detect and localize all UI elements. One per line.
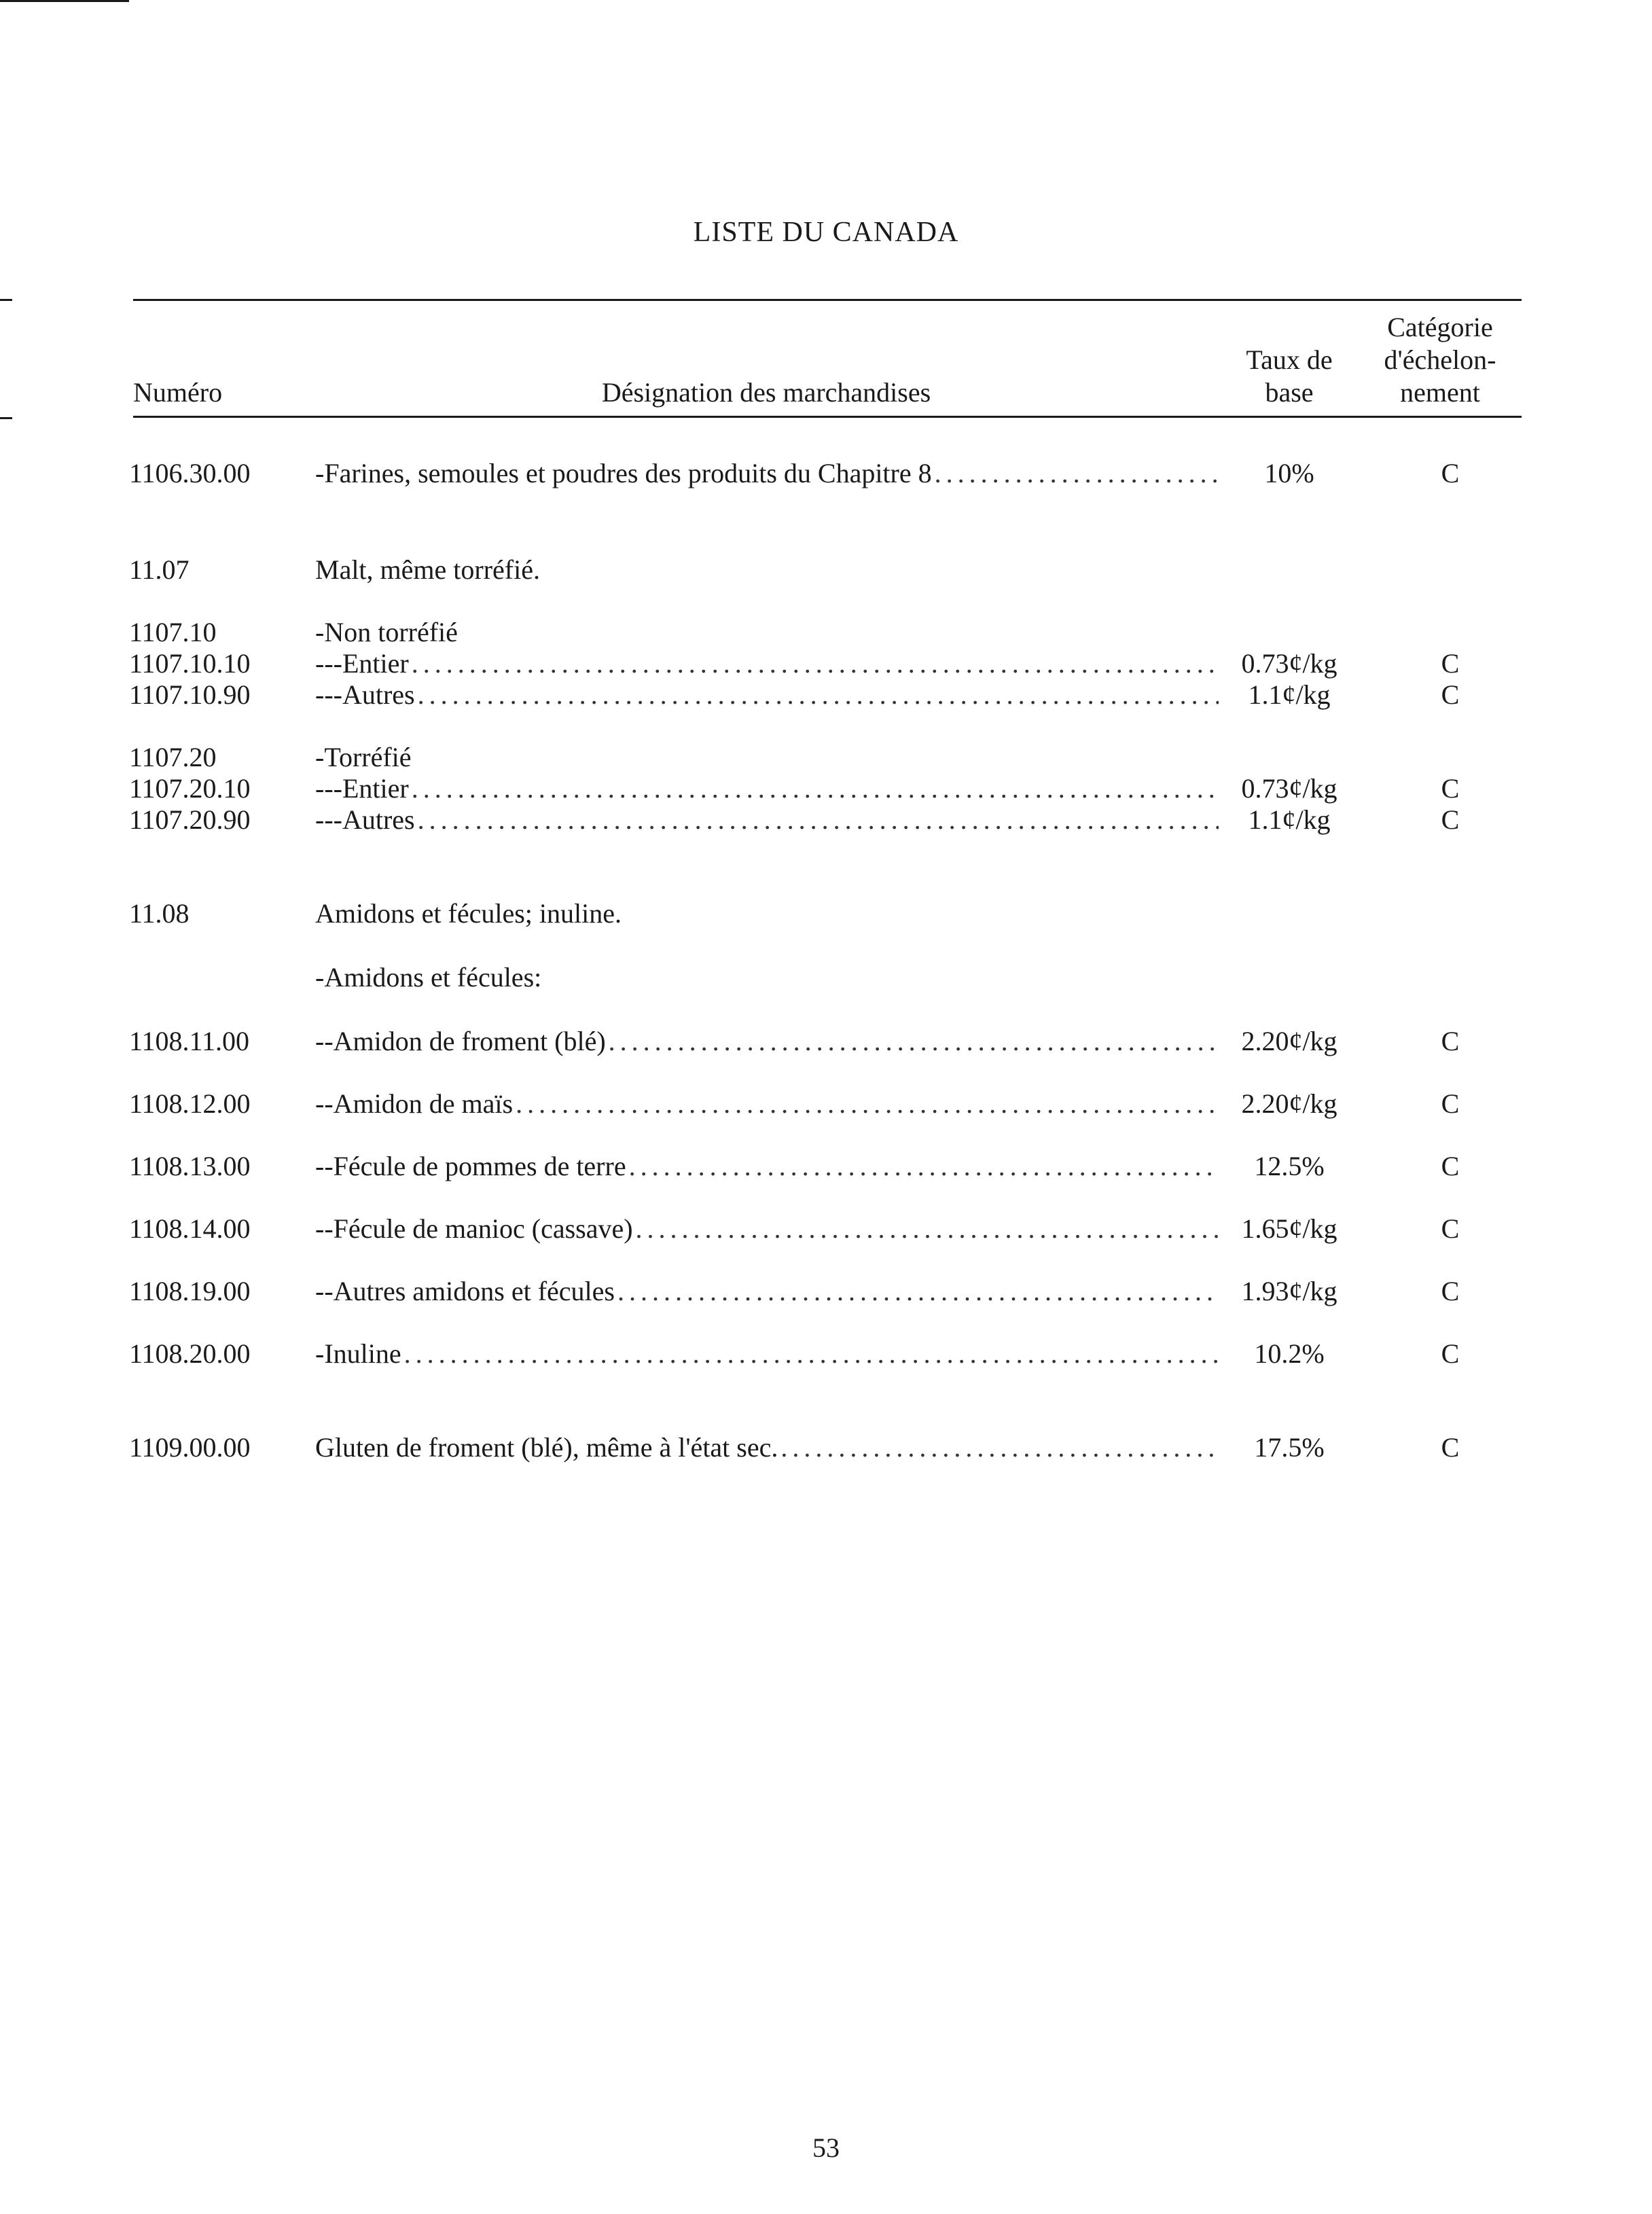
table-row [0, 678, 1652, 712]
row-category: C [1441, 773, 1460, 804]
row-category: C [1441, 804, 1460, 835]
row-rate: 0.73¢/kg [1241, 773, 1337, 804]
row-code: 1107.10.10 [129, 648, 251, 679]
row-code: 1108.14.00 [129, 1213, 251, 1244]
row-code: 1108.13.00 [129, 1151, 251, 1181]
row-description: -Farines, semoules et poudres des produits du Chapitre 8 ..... [315, 457, 1219, 490]
row-code: 1108.19.00 [129, 1276, 251, 1306]
row-category: C [1441, 1338, 1460, 1369]
row-code: 1107.20 [129, 742, 217, 772]
row-code: 1107.10 [129, 617, 217, 647]
row-rate: 1.1¢/kg [1248, 804, 1331, 835]
table-row [0, 897, 1652, 931]
row-code: 1108.20.00 [129, 1338, 251, 1369]
table-row [0, 1024, 1652, 1058]
row-description: --Amidon de maïs ..... [315, 1087, 1219, 1121]
row-description: --Fécule de pommes de terre ..... [315, 1149, 1219, 1183]
row-rate: 0.73¢/kg [1241, 648, 1337, 679]
page-title: LISTE DU CANADA [693, 217, 959, 248]
table-row [0, 647, 1652, 681]
row-category: C [1441, 458, 1460, 488]
row-description: -Amidons et fécules: [315, 962, 542, 993]
row-description: ---Autres ..... [315, 678, 1219, 712]
row-code: 11.08 [129, 898, 190, 929]
margin-tick [0, 299, 12, 301]
row-description: Malt, même torréfié. [315, 554, 540, 585]
row-code: 1107.10.90 [129, 679, 251, 710]
row-rate: 2.20¢/kg [1241, 1088, 1337, 1119]
row-code: 1106.30.00 [129, 458, 251, 488]
row-description: Gluten de froment (blé), même à l'état sec. ..... [315, 1431, 1219, 1465]
row-description: -Torréfié [315, 742, 412, 772]
header-designation: Désignation des marchandises [601, 377, 931, 408]
row-code: 1108.12.00 [129, 1088, 251, 1119]
row-rate: 1.65¢/kg [1241, 1213, 1337, 1244]
table-row [0, 1087, 1652, 1121]
row-category: C [1441, 1276, 1460, 1306]
header-categorie [1359, 311, 1522, 409]
row-category: C [1441, 1213, 1460, 1244]
row-category: C [1441, 679, 1460, 710]
row-category: C [1441, 1088, 1460, 1119]
row-description: -Non torréfié [315, 617, 458, 647]
table-top-rule [133, 299, 1522, 301]
row-code: 1107.20.90 [129, 804, 251, 835]
table-row [0, 1274, 1652, 1308]
table-row [0, 772, 1652, 806]
row-description: --Autres amidons et fécules ..... [315, 1274, 1219, 1308]
row-description: Amidons et fécules; inuline. [315, 898, 622, 929]
row-description: --Amidon de froment (blé) ..... [315, 1024, 1219, 1058]
row-rate: 10% [1264, 458, 1314, 488]
header-cat-line3: nement [1400, 377, 1480, 408]
table-row [0, 615, 1652, 649]
page-number: 53 [812, 2132, 840, 2163]
row-category: C [1441, 648, 1460, 679]
row-code: 1107.20.10 [129, 773, 251, 804]
row-rate: 1.1¢/kg [1248, 679, 1331, 710]
row-rate: 2.20¢/kg [1241, 1026, 1337, 1056]
row-rate: 17.5% [1254, 1432, 1325, 1463]
table-row [0, 553, 1652, 587]
row-category: C [1441, 1026, 1460, 1056]
row-category: C [1441, 1432, 1460, 1463]
table-row [0, 961, 1652, 995]
row-description: -Inuline ..... [315, 1337, 1219, 1371]
header-cat-line2: d'échelon- [1384, 344, 1496, 375]
header-taux [1220, 344, 1359, 409]
table-row [0, 1337, 1652, 1371]
table-row [0, 803, 1652, 837]
row-category: C [1441, 1151, 1460, 1181]
row-code: 11.07 [129, 554, 190, 585]
table-row [0, 740, 1652, 774]
table-row [0, 1212, 1652, 1246]
row-description: ---Entier ..... [315, 772, 1219, 806]
row-rate: 12.5% [1254, 1151, 1325, 1181]
margin-tick [0, 417, 12, 419]
table-header-rule [133, 416, 1522, 418]
table-row [0, 1149, 1652, 1183]
row-code: 1108.11.00 [129, 1026, 250, 1056]
row-rate: 10.2% [1254, 1338, 1325, 1369]
row-description: ---Autres ..... [315, 803, 1219, 837]
header-numero: Numéro [133, 377, 223, 408]
table-row [0, 457, 1652, 490]
header-taux-line2: base [1265, 377, 1314, 408]
row-description: --Fécule de manioc (cassave) ..... [315, 1212, 1219, 1246]
corner-rule [0, 0, 129, 2]
table-row [0, 1431, 1652, 1465]
row-code: 1109.00.00 [129, 1432, 251, 1463]
row-rate: 1.93¢/kg [1241, 1276, 1337, 1306]
header-cat-line1: Catégorie [1387, 312, 1493, 342]
row-description: ---Entier ..... [315, 647, 1219, 681]
header-taux-line1: Taux de [1246, 344, 1333, 375]
